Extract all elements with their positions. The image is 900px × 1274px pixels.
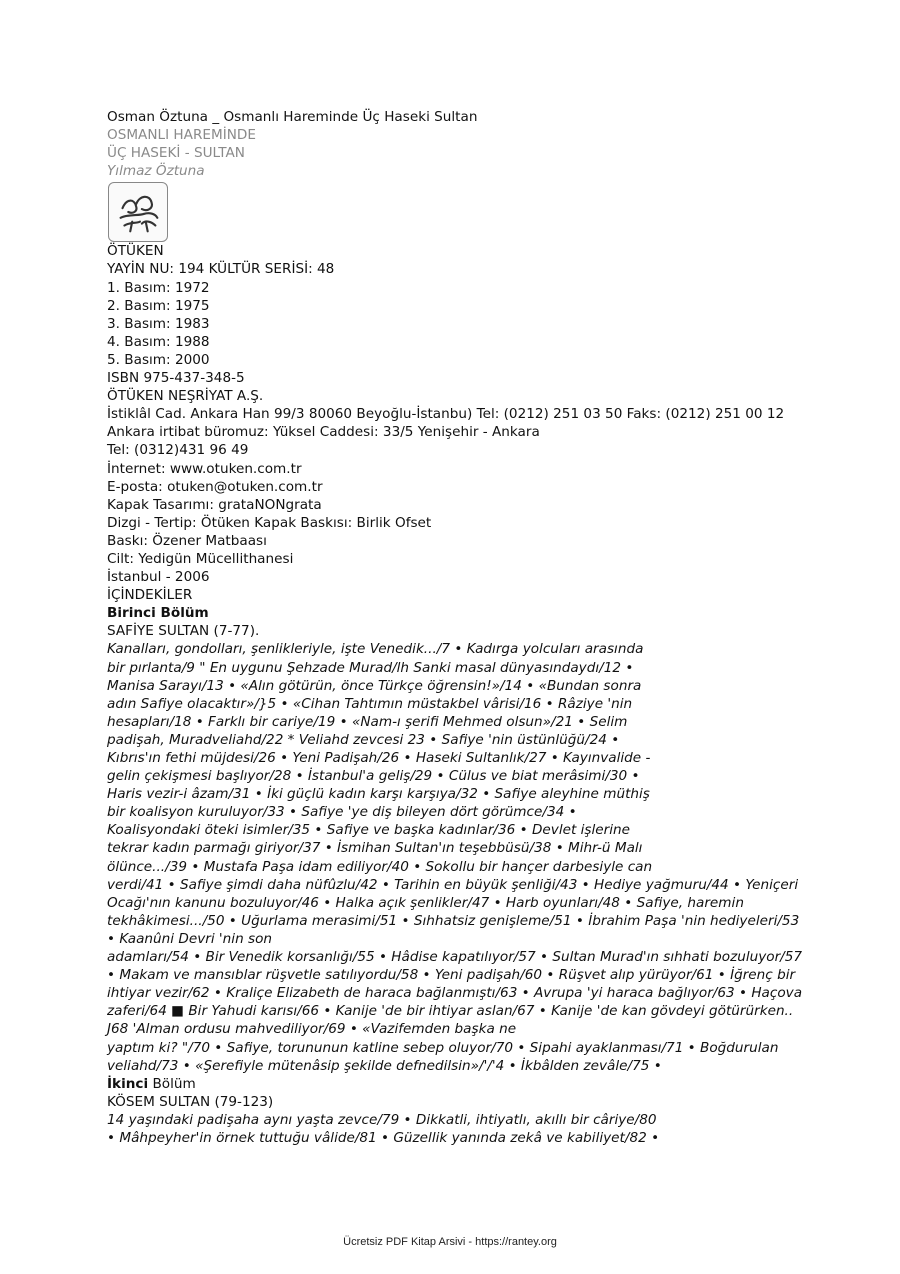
toc-line: hesapları/18 • Farklı bir cariye/19 • «Nam-ı şerifi Mehmed olsun»/21 • Selim <box>107 713 628 730</box>
toc-line: Koalisyondaki öteki isimler/35 • Safiye ve başka kadınlar/36 • Devlet işlerine <box>107 822 630 839</box>
imprint-line: ISBN 975-437-348-5 <box>107 370 245 387</box>
toc-line: • Kaanûni Devri 'nin son <box>107 930 273 947</box>
imprint-line: Baskı: Özener Matbaası <box>107 532 267 549</box>
toc-line: • Makam ve mansıblar rüşvetle satılıyordu/58 • Yeni padişah/60 • Rüşvet alıp yürüyor/61 • İğrenç bir <box>107 967 796 984</box>
imprint-block <box>107 242 797 604</box>
imprint-line: 5. Basım: 2000 <box>107 351 210 368</box>
toc-line: Kanalları, gondolları, şenlikleriyle, işte Venedik.../7 • Kadırga yolcuları arasında <box>107 641 644 658</box>
part1-heading: Birinci Bölüm <box>107 605 209 622</box>
imprint-line: 3. Basım: 1983 <box>107 315 210 332</box>
imprint-line: Tel: (0312)431 96 49 <box>107 442 249 459</box>
document-page <box>107 108 803 1147</box>
toc-line: veliahd/73 • «Şerefiyle mütenâsip şekilde defnedilsin»/'/'4 • İkbâlden zevâle/75 • <box>107 1057 662 1074</box>
imprint-line: İstanbul - 2006 <box>107 569 210 586</box>
imprint-line: 1. Basım: 1972 <box>107 279 210 296</box>
book-title-line-1: OSMANLI HAREMİNDE <box>107 127 256 144</box>
book-author: Yılmaz Öztuna <box>107 163 205 180</box>
toc-line: ihtiyar vezir/62 • Kraliçe Elizabeth de haraca bağlanmıştı/63 • Avrupa 'yi haraca bağlıyor/63 • Haçova <box>107 985 803 1002</box>
page-footer: Ücretsiz PDF Kitap Arsivi - https://rantey.org <box>343 1236 557 1248</box>
toc-line: Ocağı'nın kanunu bozuluyor/46 • Halka açık şenlikler/47 • Harb oyunları/48 • Safiye, haremin <box>107 894 744 911</box>
part2-contents <box>107 1111 797 1147</box>
toc-line: padişah, Muradveliahd/22 * Veliahd zevcesi 23 • Safiye 'nin üstünlüğü/24 • <box>107 731 620 748</box>
toc-line: tekrar kadın parmağı giriyor/37 • İsmihan Sultan'ın teşebbüsü/38 • Mihr-ü Malı <box>107 840 643 857</box>
imprint-line: ÖTÜKEN <box>107 243 164 260</box>
toc-line: yaptım ki? "/70 • Safiye, torununun katline sebep oluyor/70 • Sipahi ayaklanması/71 • Boğdurulan <box>107 1039 779 1056</box>
toc-line: verdi/41 • Safiye şimdi daha nüfûzlu/42 • Tarihin en büyük şenliği/43 • Hediye yağmuru/44 • Yeniçeri <box>107 876 799 893</box>
imprint-line: İnternet: www.otuken.com.tr <box>107 460 302 477</box>
part2-heading-word: Bölüm <box>148 1075 196 1092</box>
toc-line: • Mâhpeyher'in örnek tuttuğu vâlide/81 • Güzellik yanında zekâ ve kabiliyet/82 • <box>107 1129 660 1146</box>
part2-heading-number: İkinci <box>107 1075 149 1092</box>
book-title-line-2: ÜÇ HASEKİ - SULTAN <box>107 145 245 162</box>
part2-heading <box>107 1075 797 1093</box>
imprint-line: YAYİN NU: 194 KÜLTÜR SERİSİ: 48 <box>107 261 335 278</box>
toc-line: adın Safiye olacaktır»/}5 • «Cihan Tahtımın müstakbel vârisi/16 • Râziye 'nin <box>107 695 633 712</box>
imprint-line: Cilt: Yedigün Mücellithanesi <box>107 550 294 567</box>
part1-contents <box>107 640 803 1074</box>
toc-line: bir koalisyon kuruluyor/33 • Safiye 'ye diş bileyen dört görümce/34 • <box>107 804 577 821</box>
part1-chapter: SAFİYE SULTAN (7-77). <box>107 623 260 640</box>
imprint-line: İstiklâl Cad. Ankara Han 99/3 80060 Beyoğlu-İstanbu) Tel: (0212) 251 03 50 Faks: (0212) 251 00 12 <box>107 406 785 423</box>
imprint-line: E-posta: otuken@otuken.com.tr <box>107 478 323 495</box>
imprint-line: 4. Basım: 1988 <box>107 333 210 350</box>
toc-line: bir pırlanta/9 " En uygunu Şehzade Murad/lh Sanki masal dünyasındaydı/12 • <box>107 659 634 676</box>
imprint-line: 2. Basım: 1975 <box>107 297 210 314</box>
imprint-line: Ankara irtibat büromuz: Yüksel Caddesi: 33/5 Yenişehir - Ankara <box>107 424 540 441</box>
part2-chapter: KÖSEM SULTAN (79-123) <box>107 1093 274 1110</box>
imprint-line: ÖTÜKEN NEŞRİYAT A.Ş. <box>107 388 264 405</box>
imprint-line: Kapak Tasarımı: grataNONgrata <box>107 496 322 513</box>
toc-line: Haris vezir-i âzam/31 • İki güçlü kadın karşı karşıya/32 • Safiye aleyhine müthiş <box>107 786 650 803</box>
toc-line: gelin çekişmesi başlıyor/28 • İstanbul'a geliş/29 • Cülus ve biat merâsimi/30 • <box>107 768 640 785</box>
imprint-line: Dizgi - Tertip: Ötüken Kapak Baskısı: Birlik Ofset <box>107 514 432 531</box>
toc-line: 14 yaşındaki padişaha aynı yaşta zevce/79 • Dikkatli, ihtiyatlı, akıllı bir câriye/80 <box>107 1111 657 1128</box>
toc-line: ölünce.../39 • Mustafa Paşa idam ediliyor/40 • Sokollu bir hançer darbesiyle can <box>107 858 653 875</box>
document-title: Osman Öztuna _ Osmanlı Hareminde Üç Haseki Sultan <box>107 109 478 125</box>
toc-line: adamları/54 • Bir Venedik korsanlığı/55 • Hâdise kapatılıyor/57 • Sultan Murad'ın sıhhati bozuluyor/57 <box>107 949 803 966</box>
publisher-logo-icon <box>108 182 168 242</box>
toc-line: Kıbrıs'ın fethi müjdesi/26 • Yeni Padişah/26 • Haseki Sultanlık/27 • Kayınvalide - <box>107 750 651 766</box>
toc-heading: İÇİNDEKİLER <box>107 587 193 604</box>
toc-line: zaferi/64 ■ Bir Yahudi karısı/66 • Kanije 'de bir ihtiyar aslan/67 • Kanije 'de kan gövdeyi götürürken.. <box>107 1003 794 1020</box>
toc-line: Manisa Sarayı/13 • «Alın götürün, önce Türkçe öğrensin!»/14 • «Bundan sonra <box>107 677 642 694</box>
toc-line: J68 'Alman ordusu mahvediliyor/69 • «Vazifemden başka ne <box>107 1021 517 1038</box>
toc-line: tekhâkimesi.../50 • Uğurlama merasimi/51 • Sıhhatsiz genişleme/51 • İbrahim Paşa 'nin hediyeleri/53 <box>107 912 800 929</box>
